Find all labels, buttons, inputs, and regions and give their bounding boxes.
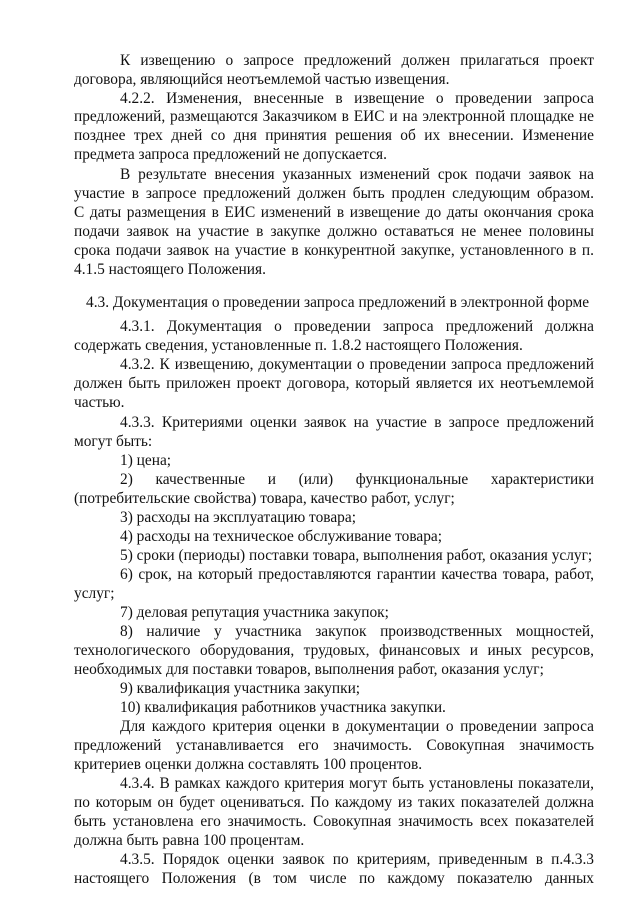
list-item: 5) сроки (периоды) поставки товара, выполнения работ, оказания услуг; [120, 547, 593, 564]
list-item: 8) наличие у участника закупок производственных мощностей, [120, 623, 594, 640]
text-line: В результате внесения указанных изменений срок подачи заявок на [120, 166, 594, 183]
text-line: (потребительские свойства) товара, качество работ, услуг; [74, 490, 455, 507]
text-line: по которым он будет оцениваться. По каждому из таких показателей должна [74, 794, 594, 811]
text-line: 4.3.3. Критериями оценки заявок на участие в запросе предложений [120, 414, 594, 431]
text-line: критериев оценки должна составлять 100 процентов. [74, 756, 423, 773]
text-line: 4.1.5 настоящего Положения. [74, 261, 266, 278]
text-line: предмета запроса предложений не допускается. [74, 146, 387, 163]
text-line: подачи заявок на участие в закупке должно оставаться не менее половины [74, 223, 594, 240]
text-line: С даты размещения в ЕИС изменений в извещение до даты окончания срока [74, 204, 594, 221]
text-line: должна быть равна 100 процентам. [74, 832, 305, 849]
text-line: предложений, размещаются Заказчиком в ЕИС и на электронной площадке не [74, 108, 594, 125]
text-line: необходимых для поставки товаров, выполнения работ, оказания услуг; [74, 661, 544, 678]
text-line: должен быть приложен проект договора, который является их неотъемлемой [74, 375, 594, 392]
list-item: 6) срок, на который предоставляются гарантии качества товара, работ, [120, 566, 594, 583]
text-line: срока подачи заявок на участие в конкурентной закупке, установленного в п. [74, 242, 594, 259]
text-line: Для каждого критерия оценки в документации о проведении запроса [120, 718, 594, 735]
section-heading: 4.3. Документация о проведении запроса предложений в электронной форме [86, 294, 590, 311]
text-line: предложений устанавливается его значимость. Совокупная значимость [74, 737, 594, 754]
text-line: позднее трех дней со дня принятия решения об их внесении. Изменение [74, 127, 594, 144]
text-line: К извещению о запросе предложений должен прилагаться проект [120, 52, 594, 69]
list-item: 2) качественные и (или) функциональные характеристики [120, 471, 594, 488]
text-line: 4.3.2. К извещению, документации о проведении запроса предложений [120, 356, 594, 373]
text-line: 4.3.4. В рамках каждого критерия могут быть установлены показатели, [120, 775, 594, 792]
list-item: 1) цена; [120, 452, 172, 469]
text-line: услуг; [74, 585, 115, 602]
list-item: 10) квалификация работников участника закупки. [120, 699, 446, 716]
text-line: быть установлена его значимость. Совокупная значимость всех показателей [74, 813, 594, 830]
list-item: 7) деловая репутация участника закупок; [120, 604, 389, 621]
list-item: 4) расходы на техническое обслуживание товара; [120, 528, 443, 545]
text-line: участие в запросе предложений должен быть продлен следующим образом. [74, 185, 594, 202]
text-line: настоящего Положения (в том числе по каждому показателю данных [74, 870, 594, 887]
text-line: 4.2.2. Изменения, внесенные в извещение о проведении запроса [120, 90, 594, 107]
text-line: содержать сведения, установленные п. 1.8.2 настоящего Положения. [74, 337, 523, 354]
list-item: 3) расходы на эксплуатацию товара; [120, 509, 356, 526]
text-line: технологического оборудования, трудовых, финансовых и иных ресурсов, [74, 642, 594, 659]
text-line: могут быть: [74, 433, 153, 450]
text-line: договора, являющийся неотъемлемой частью извещения. [74, 71, 450, 88]
text-line: 4.3.5. Порядок оценки заявок по критериям, приведенным в п.4.3.3 [120, 851, 594, 868]
text-line: 4.3.1. Документация о проведении запроса предложений должна [120, 318, 594, 335]
list-item: 9) квалификация участника закупки; [120, 680, 361, 697]
text-line: частью. [74, 394, 125, 411]
